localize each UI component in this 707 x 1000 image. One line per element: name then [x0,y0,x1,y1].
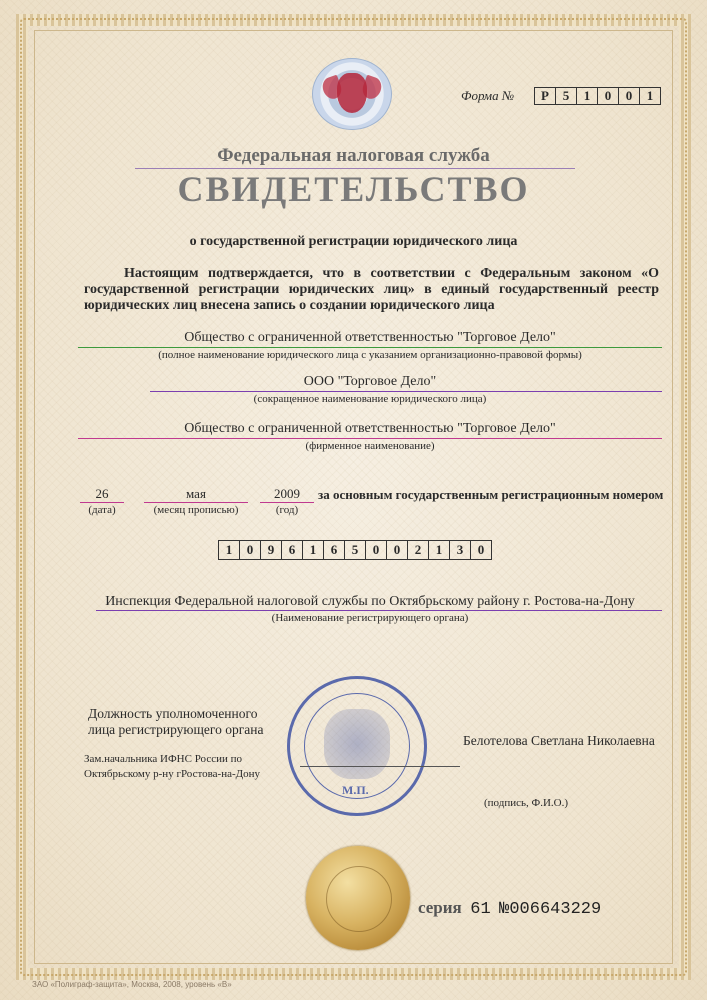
ogrn-digit: 1 [303,541,324,559]
ogrn-digit: 0 [240,541,261,559]
series-label: серия [418,898,462,917]
ogrn-digit: 0 [387,541,408,559]
position-label-line1: Должность уполномоченного [88,706,258,721]
reg-month-caption: (месяц прописью) [153,504,239,516]
signer-caption: (подпись, Ф.И.О.) [484,797,568,809]
full-name-caption: (полное наименование юридического лица с указанием организационно-правовой формы) [158,349,582,361]
document-title: СВИДЕТЕЛЬСТВО [177,169,530,209]
reg-month-underline [144,502,248,503]
reg-day-underline [80,502,124,503]
reg-number-label: за основным государственным регистрационным номером [318,487,664,502]
stamp-mark: М.П. [342,783,369,797]
intro-paragraph [84,266,659,314]
series-number: №006643229 [499,900,602,919]
ogrn-digit: 1 [219,541,240,559]
signer-name: Белотелова Светлана Николаевна [463,733,655,748]
form-number-boxes [534,87,661,105]
short-name-caption: (сокращенное наименование юридического лица) [253,393,487,405]
form-code-char: 1 [577,88,598,104]
series-block [418,898,601,919]
reg-month: мая [186,486,206,501]
ogrn-digit: 2 [408,541,429,559]
form-code-char: 5 [556,88,577,104]
gold-seal-icon [306,846,410,950]
short-name-underline [150,391,662,392]
hologram-emblem-icon [312,58,392,130]
ogrn-digit: 6 [324,541,345,559]
intro-text: Настоящим подтверждается, что в соответствии с Федеральным законом «О государственной регистрации юридических лиц» в единый государственный реестр юридических лиц внесена запись о создании юридического лица [84,266,659,313]
ogrn-digit: 9 [261,541,282,559]
position-label [88,706,263,738]
position-line1: Зам.начальника ИФНС России по [84,753,242,765]
short-name-field: ООО "Торговое Дело" [303,374,437,389]
ogrn-digit: 6 [282,541,303,559]
authority-underline [96,610,662,611]
reg-day-caption: (дата) [88,504,116,516]
full-name-field: Общество с ограниченной ответственностью "Торговое Дело" [184,330,556,345]
reg-year-underline [260,502,314,503]
form-code-char: 0 [598,88,619,104]
brand-name-field: Общество с ограниченной ответственностью "Торговое Дело" [184,421,556,436]
form-code-char: Р [535,88,556,104]
reg-day: 26 [95,486,109,501]
form-number-label: Форма № [461,88,515,103]
authority-name: Инспекция Федеральной налоговой службы по Октябрьскому району г. Ростова-на-Дону [105,594,635,609]
authority-caption: (Наименование регистрирующего органа) [271,612,469,624]
brand-name-caption: (фирменное наименование) [305,440,435,452]
document-subtitle: о государственной регистрации юридического лица [189,234,518,249]
position-value [84,752,260,782]
ogrn-digit: 0 [477,542,485,557]
eagle-icon [324,709,390,779]
position-line2: Октябрьскому р-ну гРостова-на-Дону [84,768,261,780]
signature-line [300,766,460,767]
reg-year-caption: (год) [275,504,299,516]
full-name-underline [78,347,662,348]
ogrn-boxes [218,540,492,560]
official-stamp [287,676,427,816]
form-code-char: 0 [619,88,640,104]
ogrn-digit: 3 [450,541,471,559]
ogrn-digit: 5 [345,541,366,559]
series-value: 61 [470,900,491,919]
reg-year: 2009 [274,486,300,501]
ogrn-digit: 0 [366,541,387,559]
form-code-char: 1 [646,88,654,103]
printer-footer: ЗАО «Полиграф-защита», Москва, 2008, уровень «В» [32,980,232,989]
position-label-line2: лица регистрирующего органа [88,722,264,737]
ogrn-digit: 1 [429,541,450,559]
service-name: Федеральная налоговая служба [217,145,490,166]
brand-name-underline [78,438,662,439]
